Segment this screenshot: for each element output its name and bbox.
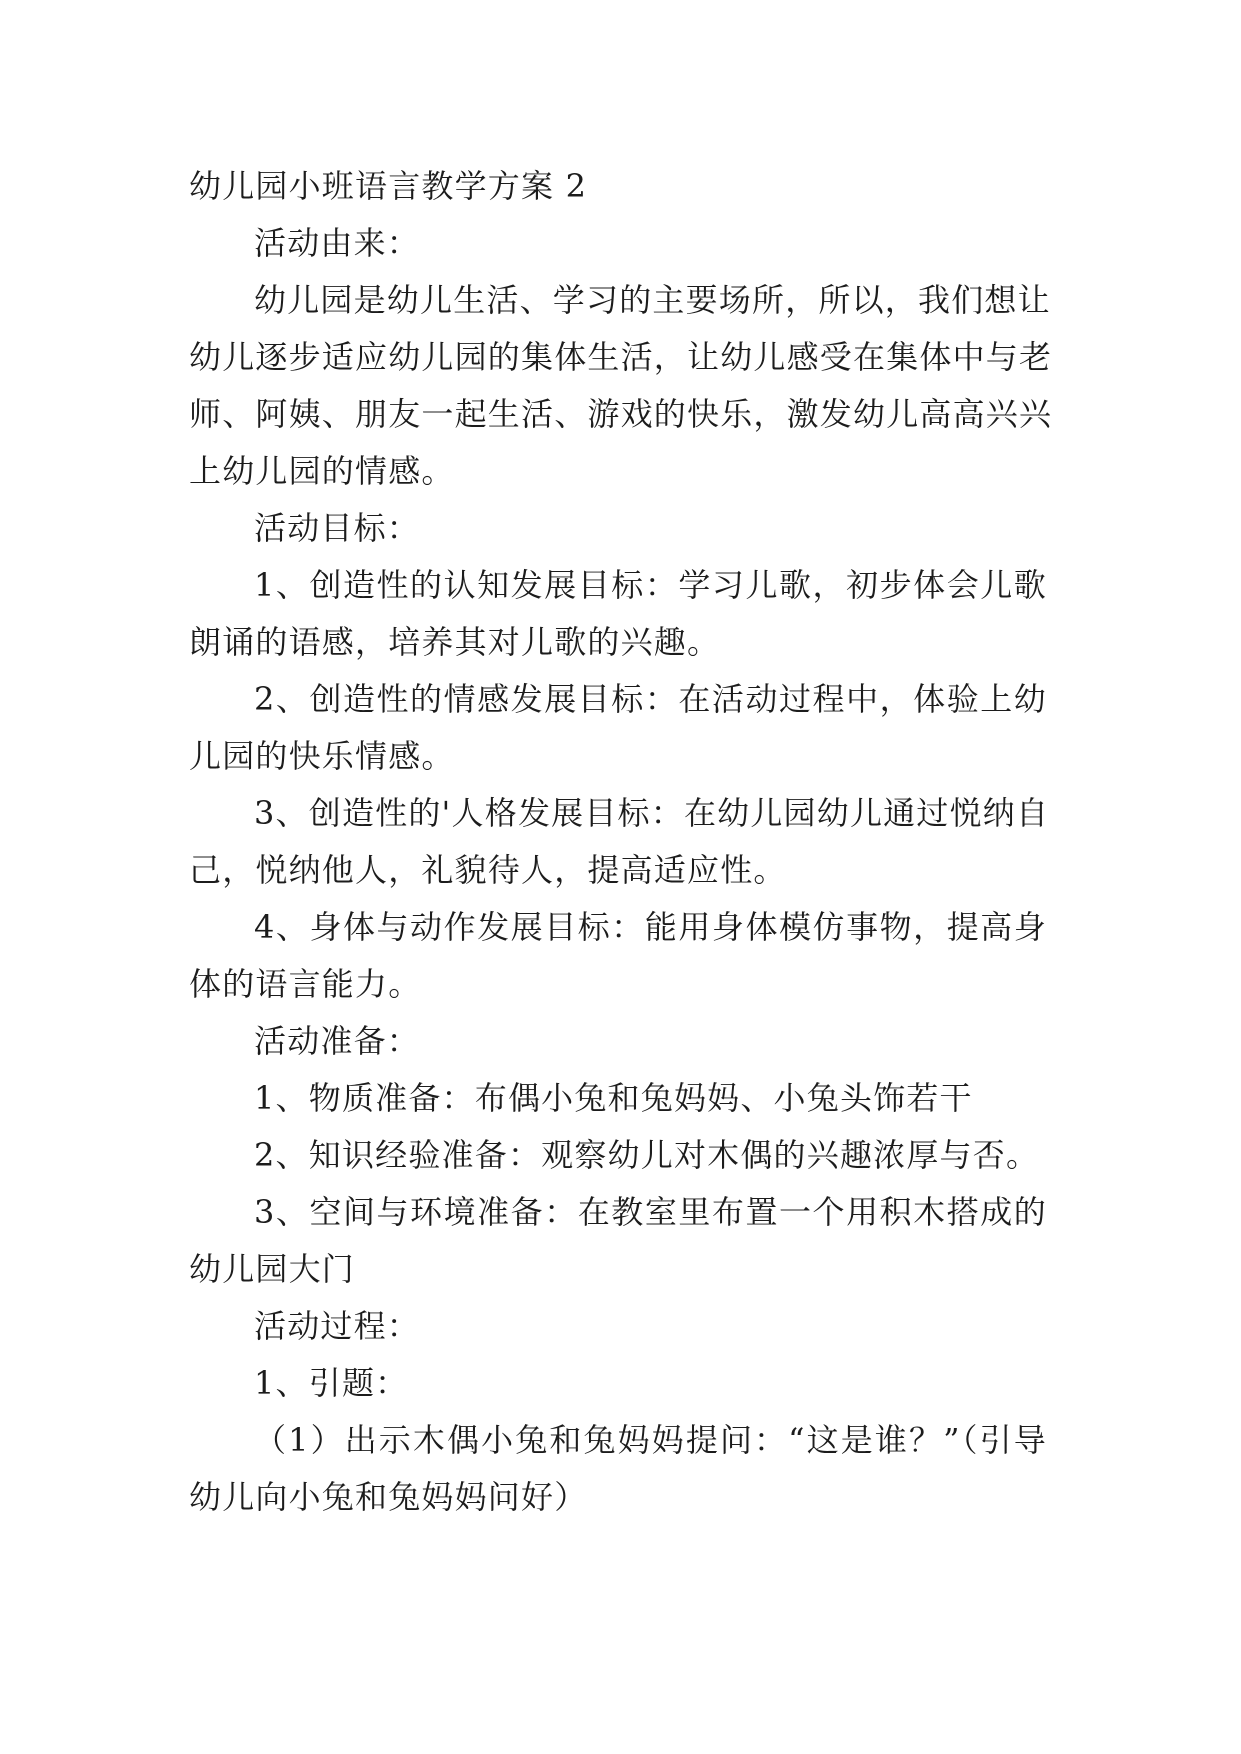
paragraph-line: 3、空间与环境准备：在教室里布置一个用积木搭成的 bbox=[254, 1193, 1047, 1231]
paragraph-line: 上幼儿园的情感。 bbox=[189, 452, 455, 490]
section-heading: 活动准备： bbox=[254, 1022, 421, 1060]
paragraph-line: 儿园的快乐情感。 bbox=[189, 737, 455, 775]
paragraph-line: 3、创造性的'人格发展目标：在幼儿园幼儿通过悦纳自 bbox=[254, 794, 1050, 832]
paragraph-line: 4、身体与动作发展目标：能用身体模仿事物，提高身 bbox=[254, 908, 1047, 946]
paragraph-line: 幼儿逐步适应幼儿园的集体生活，让幼儿感受在集体中与老 bbox=[189, 338, 1053, 376]
document-title: 幼儿园小班语言教学方案 2 bbox=[189, 167, 588, 205]
section-heading: 活动由来： bbox=[254, 224, 421, 262]
paragraph-line: 幼儿园大门 bbox=[189, 1250, 356, 1288]
section-heading: 活动过程： bbox=[254, 1307, 421, 1345]
paragraph-line: 己，悦纳他人，礼貌待人，提高适应性。 bbox=[189, 851, 787, 889]
paragraph-line: 师、阿姨、朋友一起生活、游戏的快乐，激发幼儿高高兴兴 bbox=[189, 395, 1053, 433]
paragraph-line: 体的语言能力。 bbox=[189, 965, 422, 1003]
paragraph-line: 1、物质准备：布偶小兔和兔妈妈、小兔头饰若干 bbox=[254, 1079, 973, 1117]
paragraph-line: （1）出示木偶小兔和兔妈妈提问：“这是谁？”（引导 bbox=[254, 1421, 1047, 1459]
paragraph-line: 朗诵的语感，培养其对儿歌的兴趣。 bbox=[189, 623, 721, 661]
paragraph-line: 幼儿园是幼儿生活、学习的主要场所，所以，我们想让 bbox=[254, 281, 1051, 319]
section-heading: 活动目标： bbox=[254, 509, 421, 547]
paragraph-line: 2、知识经验准备：观察幼儿对木偶的兴趣浓厚与否。 bbox=[254, 1136, 1040, 1174]
paragraph-line: 2、创造性的情感发展目标：在活动过程中，体验上幼 bbox=[254, 680, 1047, 718]
paragraph-line: 1、引题： bbox=[254, 1364, 409, 1402]
paragraph-line: 幼儿向小兔和兔妈妈问好） bbox=[189, 1478, 588, 1516]
paragraph-line: 1、创造性的认知发展目标：学习儿歌，初步体会儿歌 bbox=[254, 566, 1047, 604]
